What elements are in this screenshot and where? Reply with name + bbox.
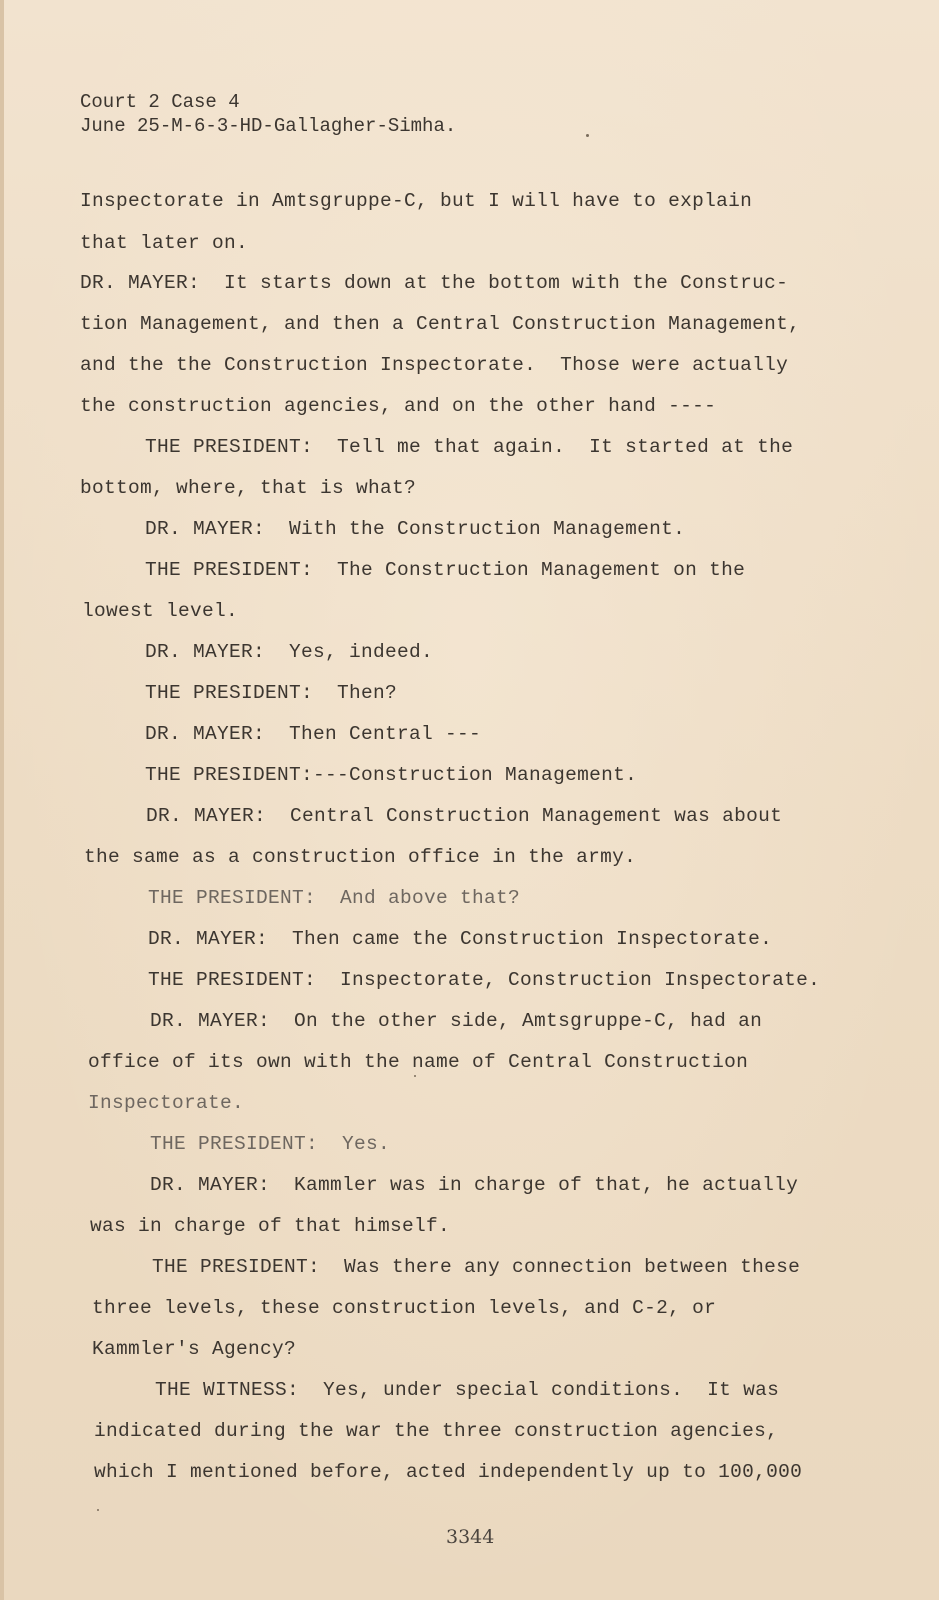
text-line: DR. MAYER: Then came the Construction Inspectorate. — [148, 928, 773, 950]
text-line: DR. MAYER: Then Central --- — [145, 723, 482, 745]
text-line: that later on. — [80, 232, 249, 254]
text-line: THE PRESIDENT: Tell me that again. It started at the — [145, 436, 794, 458]
text-line: THE PRESIDENT: The Construction Management on the — [145, 559, 746, 581]
text-line: and the the Construction Inspectorate. Those were actually — [80, 354, 789, 376]
text-line: DR. MAYER: Kammler was in charge of that, he actually — [150, 1174, 799, 1196]
header-date-reference: June 25-M-6-3-HD-Gallagher-Simha. — [80, 115, 457, 137]
text-line: DR. MAYER: Central Construction Management was about — [146, 805, 783, 827]
text-line: THE PRESIDENT: Was there any connection between these — [152, 1256, 801, 1278]
text-line: THE PRESIDENT: Inspectorate, Construction Inspectorate. — [148, 969, 821, 991]
text-line: THE PRESIDENT: Yes. — [150, 1133, 391, 1155]
paper-speck — [97, 1509, 99, 1511]
text-line: DR. MAYER: It starts down at the bottom with the Construc- — [80, 272, 789, 294]
document-header — [80, 90, 456, 138]
text-line: DR. MAYER: On the other side, Amtsgruppe-C, had an — [150, 1010, 763, 1032]
header-court-case: Court 2 Case 4 — [80, 91, 240, 113]
text-line: Inspectorate. — [88, 1092, 245, 1114]
text-line: Kammler's Agency? — [92, 1338, 297, 1360]
text-line: lowest level. — [82, 600, 239, 622]
paper-speck — [414, 1075, 416, 1077]
text-line: bottom, where, that is what? — [80, 477, 417, 499]
text-line: tion Management, and then a Central Construction Management, — [80, 313, 801, 335]
text-line: THE PRESIDENT: Then? — [145, 682, 398, 704]
paper-speck — [586, 134, 589, 137]
text-line: the construction agencies, and on the other hand ---- — [80, 395, 717, 417]
text-line: DR. MAYER: Yes, indeed. — [145, 641, 434, 663]
text-line: THE PRESIDENT: And above that? — [148, 887, 521, 909]
page-edge — [0, 0, 4, 1600]
text-line: THE PRESIDENT:---Construction Management. — [145, 764, 638, 786]
text-line: which I mentioned before, acted independently up to 100,000 — [94, 1461, 803, 1483]
text-line: DR. MAYER: With the Construction Management. — [145, 518, 686, 540]
text-line: indicated during the war the three construction agencies, — [94, 1420, 779, 1442]
text-line: Inspectorate in Amtsgruppe-C, but I will have to explain — [80, 190, 753, 212]
text-line: was in charge of that himself. — [90, 1215, 451, 1237]
text-line: the same as a construction office in the army. — [84, 846, 637, 868]
text-line: THE WITNESS: Yes, under special conditions. It was — [155, 1379, 780, 1401]
text-line: three levels, these construction levels, and C-2, or — [92, 1297, 717, 1319]
text-line: office of its own with the name of Central Construction — [88, 1051, 749, 1073]
page-number: 3344 — [446, 1526, 495, 1548]
